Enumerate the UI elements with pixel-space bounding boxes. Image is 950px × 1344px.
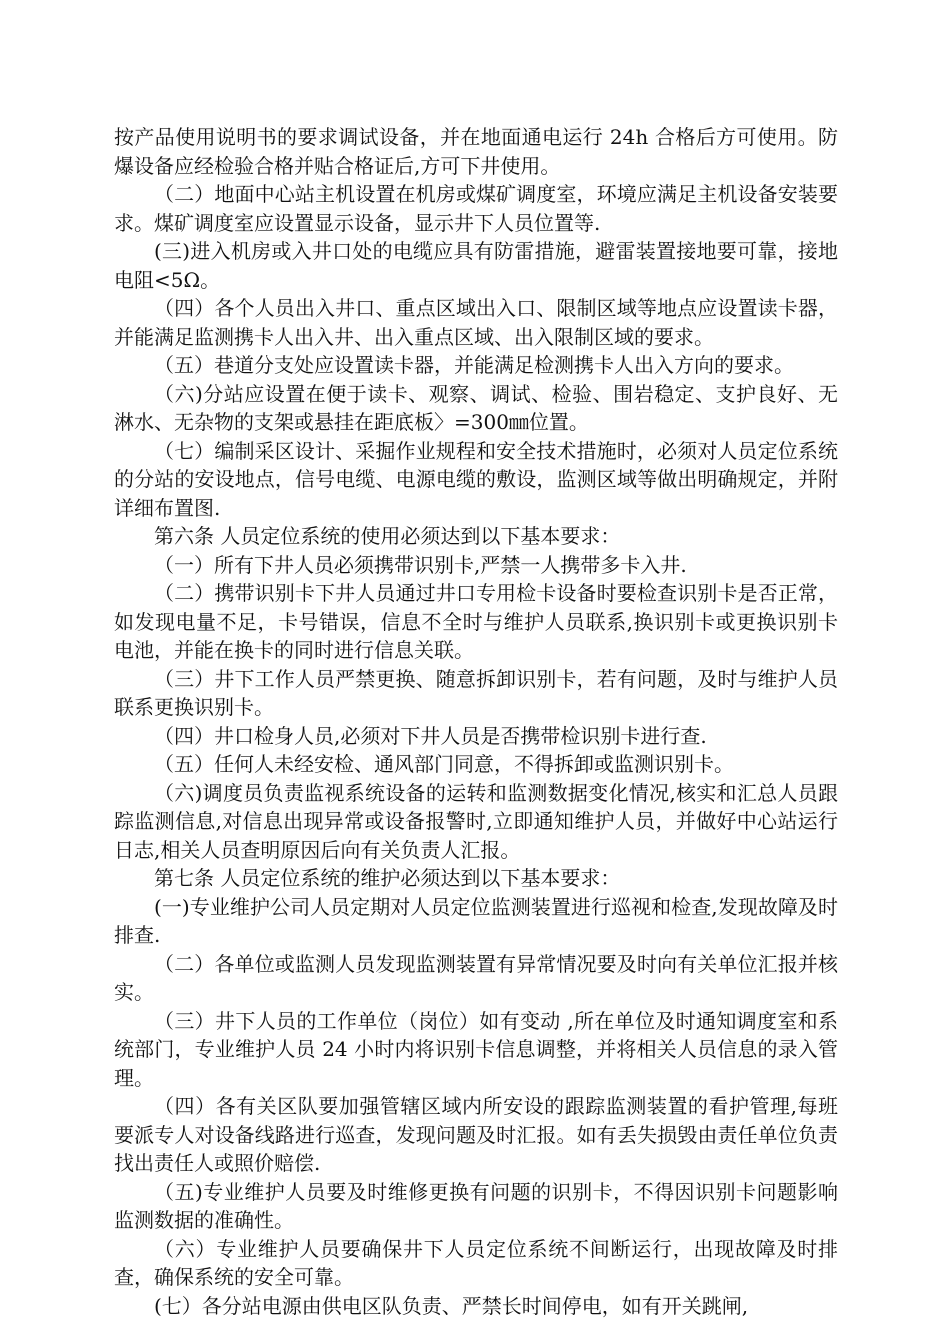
article-7-item-6: （六）专业维护人员要确保井下人员定位系统不间断运行，出现故障及时排查，确保系统的安全可靠。 (114, 1236, 838, 1289)
document-body (114, 123, 838, 1320)
paragraph-item-3: (三)进入机房或入井口处的电缆应具有防雷措施，避雷装置接地要可靠，接地电阻<5Ω。 (114, 239, 838, 292)
article-6-item-4: （四）井口检身人员,必须对下井人员是否携带检识别卡进行查. (154, 723, 707, 748)
article-6-item-6: （六)调度员负责监视系统设备的运转和监测数据变化情况,核实和汇总人员跟踪监测信息,对信息出现异常或设备报警时,立即通知维护人员，并做好中心站运行日志,相关人员查明原因后向有关负责人汇报。 (114, 780, 838, 862)
paragraph-continuation: 按产品使用说明书的要求调试设备，并在地面通电运行 24h 合格后方可使用。防爆设备应经检验合格并贴合格证后,方可下井使用。 (114, 125, 838, 178)
article-7-item-1: (一)专业维护公司人员定期对人员定位监测装置进行巡视和检查,发现故障及时排查. (114, 894, 838, 947)
article-7-item-4: （四）各有关区队要加强管辖区域内所安设的跟踪监测装置的看护管理,每班要派专人对设备线路进行巡查，发现问题及时汇报。如有丢失损毁由责任单位负责找出责任人或照价赔偿. (114, 1094, 838, 1175)
paragraph-item-6: （六)分站应设置在便于读卡、观察、调试、检验、围岩稳定、支护良好、无淋水、无杂物的支架或悬挂在距底板〉=300㎜位置。 (114, 381, 838, 434)
article-7-item-7: (七）各分站电源由供电区队负责、严禁长时间停电，如有开关跳闸, (154, 1293, 749, 1318)
article-6-item-3: （三）井下工作人员严禁更换、随意拆卸识别卡，若有问题，及时与维护人员联系更换识别卡。 (114, 666, 838, 719)
article-6-item-2: （二）携带识别卡下井人员通过井口专用检卡设备时要检查识别卡是否正常，如发现电量不足，卡号错误，信息不全时与维护人员联系,换识别卡或更换识别卡电池，并能在换卡的同时进行信息关联。 (114, 581, 838, 662)
paragraph-item-2: （二）地面中心站主机设置在机房或煤矿调度室，环境应满足主机设备安装要求。煤矿调度室应设置显示设备，显示井下人员位置等. (114, 182, 838, 235)
article-6-item-5: （五）任何人未经安检、通风部门同意，不得拆卸或监测识别卡。 (154, 752, 734, 776)
article-7-item-5: （五)专业维护人员要及时维修更换有问题的识别卡，不得因识别卡问题影响监测数据的准确性。 (114, 1179, 838, 1232)
article-7-heading: 第七条 人员定位系统的维护必须达到以下基本要求： (154, 866, 621, 890)
paragraph-item-7: （七）编制采区设计、采掘作业规程和安全技术措施时，必须对人员定位系统的分站的安设地点，信号电缆、电源电缆的敷设，监测区域等做出明确规定，并附详细布置图. (114, 438, 838, 520)
article-6-heading: 第六条 人员定位系统的使用必须达到以下基本要求： (154, 524, 621, 548)
article-7-item-3: （三）井下人员的工作单位（岗位）如有变动 ,所在单位及时通知调度室和系统部门，专业维护人员 24 小时内将识别卡信息调整，并将相关人员信息的录入管理。 (114, 1008, 838, 1090)
paragraph-item-5: （五）巷道分支处应设置读卡器，并能满足检测携卡人出入方向的要求。 (154, 353, 794, 377)
article-7-item-2: （二）各单位或监测人员发现监测装置有异常情况要及时向有关单位汇报并核实。 (114, 951, 838, 1004)
paragraph-item-4: （四）各个人员出入井口、重点区域出入口、限制区域等地点应设置读卡器，并能满足监测携卡人出入井、出入重点区域、出入限制区域的要求。 (114, 296, 838, 349)
article-6-item-1: （一）所有下井人员必须携带识别卡,严禁一人携带多卡入井. (154, 552, 687, 577)
